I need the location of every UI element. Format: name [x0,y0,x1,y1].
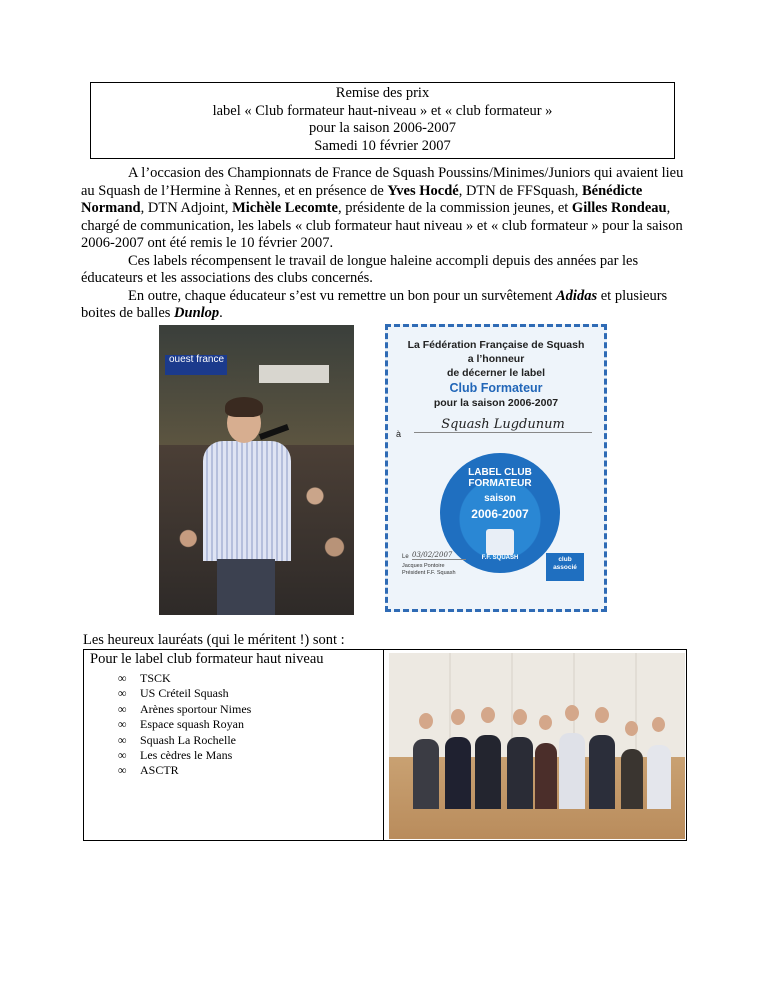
photo-person-head [625,721,638,736]
photo-person [445,737,471,809]
certificate-line-3: de décerner le label [446,367,546,379]
photo-speaker [159,325,354,615]
photo-person-head [513,709,527,725]
title-line-3: pour la saison 2006-2007 [309,120,456,136]
infinity-bullet-icon: ∞ [118,732,127,747]
seal-saison: saison [484,493,516,504]
intro-text-segment: , DTN Adjoint, [140,200,233,216]
club-name: Squash La Rochelle [140,732,236,747]
laureats-list [118,671,251,779]
certificate-season: pour la saison 2006-2007 [433,397,559,409]
laureats-photo-cell [384,650,686,840]
certificate-image [385,324,607,612]
laureats-table [83,649,687,841]
microphone-icon [259,424,289,440]
photo-person [475,735,501,809]
photo-person [621,749,643,809]
list-item [118,763,251,778]
seal-logo-text: F.F. SQUASH [481,555,519,561]
seal-year: 2006-2007 [471,507,529,521]
list-item [118,733,251,748]
speaker-legs [217,559,275,615]
photo-person [535,743,557,809]
list-item [118,717,251,732]
club-name: US Créteil Squash [140,686,229,701]
intro-text-segment: , présidente de la commission jeunes, et [337,200,572,216]
certificate-a: à [396,429,402,439]
certificate-club: Squash Lugdunum [414,417,592,433]
intro-text-segment: . [219,305,223,321]
seal-ring-text: LABEL CLUB FORMATEUR [468,467,532,489]
brand-adidas: Adidas [556,287,598,304]
title-line-1: Remise des prix [335,85,430,101]
certificate-signatory [402,563,456,577]
certificate-line-1: La Fédération Française de Squash [407,339,585,351]
signatory-name: Jacques Pontoire [402,563,445,569]
speaker-body [203,441,291,561]
photo-person-head [451,709,465,725]
photo-person-head [595,707,609,723]
photo-person-head [652,717,665,732]
photo-person [647,745,671,809]
name-yves-hocde: Yves Hocdé [387,182,459,199]
intro-paragraph-2: Ces labels récompensent le travail de longue haleine accompli depuis des années par les éducateurs et les associations des clubs concernés. [81,252,639,286]
infinity-bullet-icon: ∞ [118,748,127,763]
certificate-label: Club Formateur [449,381,543,395]
intro-text-segment: En outre, chaque éducateur s’est vu remettre un bon pour un survêtement [128,287,557,304]
club-name: ASCTR [140,763,179,778]
title-box [90,82,675,159]
title-line-4: Samedi 10 février 2007 [314,137,451,154]
laureats-category: Pour le label club formateur haut niveau [90,651,324,667]
infinity-bullet-icon: ∞ [118,717,127,732]
photo-person-head [419,713,433,729]
list-item [118,671,251,686]
photo-person-head [565,705,579,721]
title-line-2: label « Club formateur haut-niveau » et « club formateur » [212,102,553,119]
photo-group-laureats [389,653,685,839]
infinity-bullet-icon: ∞ [118,686,127,701]
signatory-title: Président F.F. Squash [402,570,456,576]
name-benedicte-normand: Bénédicte Normand [81,182,643,216]
photo-banner: ouest france [165,355,227,375]
name-michele-lecomte: Michèle Lecomte [232,200,338,216]
photo-person-head [539,715,552,730]
intro-paragraph-1 [81,165,693,253]
intro-text [81,165,693,323]
club-name: Arènes sportour Nimes [140,701,252,716]
intro-text-segment: et plusieurs boites de balles [81,287,668,321]
intro-text-segment: , chargé de communication, les labels « club formateur haut niveau » et « club formateur » pour la saison 2006-2007 ont été remis le 10 février 2007. [81,200,683,251]
infinity-bullet-icon: ∞ [118,671,127,685]
club-name: TSCK [140,671,171,685]
photo-person [589,735,615,809]
certificate-le: Le [402,554,409,560]
photo-person [507,737,533,809]
club-name: Les cèdres le Mans [140,748,233,763]
intro-text-segment: A l’occasion des Championnats de France de Squash Poussins/Minimes/Juniors qui avaient lieu au Squash de l’Hermine à Rennes, et en présence de [81,165,684,199]
photo-person [559,733,585,809]
intro-paragraph-3 [81,288,693,323]
photo-person-head [481,707,495,723]
laureats-intro: Les heureux lauréats (qui le méritent !) sont : [83,632,345,648]
list-item [118,686,251,701]
club-name: Espace squash Royan [140,717,244,732]
speaker-hair [225,397,263,417]
infinity-bullet-icon: ∞ [118,763,127,778]
squash-logo-icon [486,529,514,555]
list-item [118,748,251,763]
name-gilles-rondeau: Gilles Rondeau [571,200,667,216]
photo-person [413,739,439,809]
laureats-list-cell [84,650,384,840]
certificate-line-2: a l’honneur [467,353,525,365]
brand-dunlop: Dunlop [174,305,220,321]
certificate-date: 03/02/2007 [412,551,466,560]
photo-sign [259,365,329,383]
infinity-bullet-icon: ∞ [118,701,127,716]
list-item [118,702,251,717]
club-associe-badge: club associé [546,553,584,581]
intro-text-segment: , DTN de FFSquash, [458,182,582,199]
